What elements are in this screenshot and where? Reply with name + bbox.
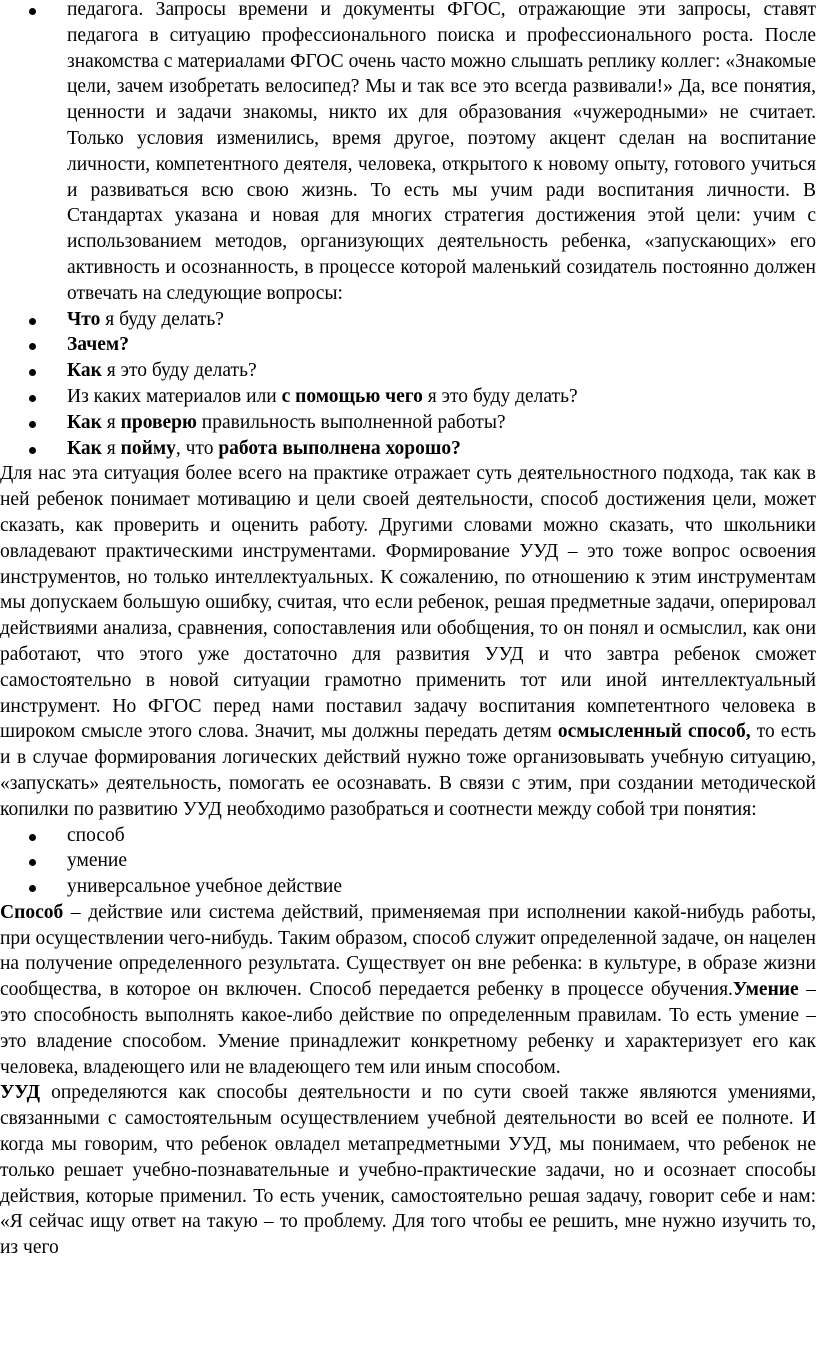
question-keyword: работа выполнена хорошо? — [218, 437, 461, 459]
intro-list — [0, 0, 816, 307]
list-item — [0, 848, 816, 874]
concept-text: универсальное учебное действие — [67, 876, 342, 898]
questions-list — [0, 307, 816, 462]
question-keyword: Как — [67, 360, 102, 382]
bullet-icon — [29, 395, 36, 402]
list-item — [0, 410, 816, 436]
list-item — [0, 0, 816, 307]
bullet-icon — [29, 343, 36, 350]
list-item — [0, 384, 816, 410]
bullet-icon — [29, 859, 36, 866]
list-item — [0, 436, 816, 462]
bullet-icon — [29, 369, 36, 376]
bullet-icon — [29, 318, 36, 325]
question-text: правильность выполненной работы? — [196, 411, 506, 433]
list-item — [0, 307, 816, 333]
paragraph-activity-approach — [0, 461, 816, 822]
concepts-list — [0, 823, 816, 900]
paragraph-text: – это способность выполнять какое-либо действие по определенным правилам. То есть умение – это владение способом. Умение принадлежит конкретному ребенку и характеризует его как человека, владеющего или не владеющего тем или иным способом. — [0, 979, 816, 1078]
list-item — [0, 823, 816, 849]
question-keyword: Что — [67, 308, 101, 330]
question-text: , что — [175, 437, 219, 459]
question-text: я буду делать? — [100, 308, 224, 330]
bullet-icon — [29, 421, 36, 428]
question-keyword: с помощью чего — [281, 385, 423, 407]
paragraph-text: Для нас эта ситуация более всего на практике отражает суть деятельностного подхода, так как в ней ребенок понимает мотивацию и цели своей деятельности, способ достижения цели, может сказать, как проверить и оценить работу. Другими словами можно сказать, что школьники овладевают практическими инструментами. Формирование УУД – это тоже вопрос освоения инструментов, но только интеллектуальных. К сожалению, по отношению к этим инструментам мы допускаем большую ошибку, считая, что если ребенок, решая предметные задачи, оперировал действиями анализа, сравнения, сопоставления или обобщения, то он понял и осмыслил, как они работают, что этого уже достаточно для развития УУД и что завтра ребенок сможет самостоятельно в новой ситуации грамотно применить тот или иной интеллектуальный инструмент. Но ФГОС перед нами поставил задачу воспитания компетентного человека в широком смысле этого слова. Значит, мы должны передать детям — [0, 463, 816, 743]
paragraph-text: – действие или система действий, применяемая при исполнении какой-нибудь работы, при осуществлении чего-нибудь. Таким образом, способ служит определенной задаче, он нацелен на получение определенного результата. Существует он вне ребенка: в культуре, в образе жизни сообщества, в которое он включен. Способ передается ребенку в процессе обучения. — [0, 901, 816, 1001]
question-text: я это буду делать? — [422, 385, 578, 407]
concept-text: способ — [67, 824, 125, 846]
paragraph-method-skill — [0, 900, 816, 1081]
question-keyword: проверю — [120, 411, 197, 433]
paragraph-text: определяются как способы деятельности и по сути своей также являются умениями, связанными с самостоятельным осуществлением учебной деятельности во всей ее полноте. И когда мы говорим, что ребенок овладел метапредметными УУД, мы понимаем, что ребенок не только решает учебно-познавательные и учебно-практические задачи, но и осознает способы действия, которые применил. То есть ученик, самостоятельно решая задачу, говорит себе и нам: «Я сейчас ищу ответ на такую – то проблему. Для того чтобы ее решить, мне нужно изучить то, из чего — [0, 1082, 816, 1259]
intro-text: педагога. Запросы времени и документы ФГОС, отражающие эти запросы, ставят педагога в ситуацию профессионального поиска и профессионального роста. После знакомства с материалами ФГОС очень часто можно слышать реплику коллег: «Знакомые цели, зачем изобретать велосипед? Мы и так все это всегда развивали!» Да, все понятия, ценности и задачи знакомы, никто их для образования «чужеродными» не считает. Только условия изменились, время другое, поэтому акцент сделан на воспитание личности, компетентного деятеля, человека, открытого к новому опыту, готового учиться и развиваться всю свою жизнь. То есть мы учим ради воспитания личности. В Стандартах указана и новая для многих стратегия достижения этой цели: учим с использованием методов, организующих деятельность ребенка, «запускающих» его активность и осознанность, в процессе которой маленький созидатель постоянно должен отвечать на следующие вопросы: — [67, 0, 816, 304]
list-item — [0, 332, 816, 358]
question-text: я — [101, 411, 121, 433]
question-keyword: Как — [67, 437, 102, 459]
question-keyword: Зачем? — [67, 334, 129, 356]
bold-term: Умение — [732, 979, 799, 1001]
bold-term: УУД — [0, 1082, 41, 1104]
question-text: я — [101, 437, 121, 459]
bullet-icon — [29, 834, 36, 841]
bold-term: Способ — [0, 901, 64, 923]
paragraph-uud — [0, 1080, 816, 1261]
bullet-icon — [29, 8, 36, 15]
question-keyword: пойму — [120, 437, 176, 459]
concept-text: умение — [67, 850, 128, 872]
question-text: я это буду делать? — [101, 360, 257, 382]
question-text: Из каких материалов или — [67, 385, 282, 407]
bullet-icon — [29, 885, 36, 892]
bold-term: осмысленный способ, — [557, 721, 751, 743]
list-item — [0, 874, 816, 900]
paragraph-text: то есть и в случае формирования логических действий нужно тоже организовывать учебную ситуацию, «запускать» деятельность, помогать ее осознавать. В связи с этим, при создании методической копилки по развитию УУД необходимо разобраться и соотнести между собой три понятия: — [0, 721, 816, 820]
bullet-icon — [29, 447, 36, 454]
question-keyword: Как — [67, 411, 102, 433]
list-item — [0, 358, 816, 384]
